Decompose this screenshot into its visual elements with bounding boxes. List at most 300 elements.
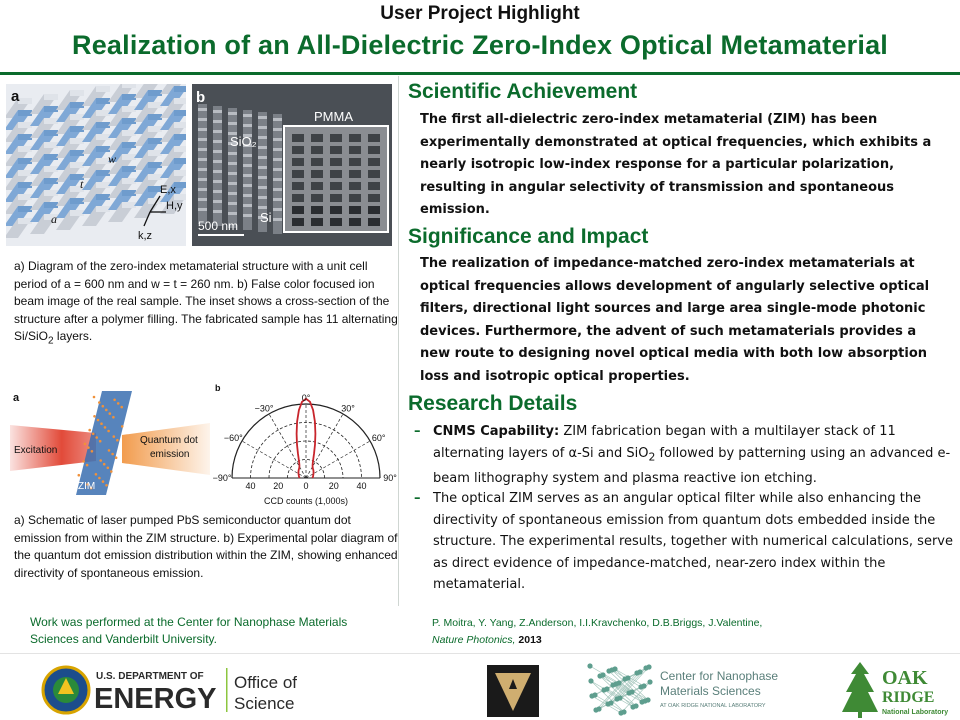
quantum-dot [108, 449, 111, 452]
bullet-dash-2: – [414, 491, 421, 506]
e-field-label: E,x [160, 184, 176, 196]
stack-layer-face [174, 98, 186, 104]
pillar-band [258, 136, 267, 139]
quantum-dot [93, 415, 96, 418]
inset-cell [330, 182, 342, 190]
inset-cell [292, 158, 304, 166]
pillar-band [228, 112, 237, 115]
quantum-dot [109, 412, 112, 415]
quantum-dot [78, 474, 81, 477]
bullet-1-sub: 2 [648, 450, 656, 464]
scale-bar [198, 234, 244, 236]
panel-a-label: a [11, 88, 20, 105]
quantum-dot [105, 409, 108, 412]
angle-tick-label: 30° [341, 403, 355, 414]
impact-body: The realization of impedance-matched zero-index metamaterials at optical frequencies allows development of angularly selective optical filters, directional light sources and large area single-mode photonic devices. Furthermore, the advent of such metamaterials provides a new route to designing novel optical media with both low absorption loss and isotropic optical properties. [420, 256, 930, 384]
network-node [610, 682, 615, 687]
panel-b2-label: b [215, 383, 221, 393]
network-node [647, 679, 652, 684]
pillar-band [228, 152, 237, 155]
pillar-band [213, 170, 222, 173]
network-node [606, 668, 611, 673]
bullet-1-lead: CNMS Capability: [433, 424, 560, 439]
quantum-dot [110, 470, 113, 473]
inset-cell [330, 146, 342, 154]
stack-layer-face [70, 198, 84, 204]
pillar-band [273, 198, 282, 201]
stack-layer-face [122, 202, 136, 208]
network-node [618, 710, 623, 715]
pillar [198, 104, 207, 224]
polar-axis-title: CCD counts (1,000s) [263, 496, 349, 506]
inset-cell [368, 170, 380, 178]
figure-caption-1-end: layers. [53, 329, 93, 343]
radial-tick-label: 40 [245, 481, 256, 491]
citation [432, 615, 862, 649]
work-note: Work was performed at the Center for Nanophase Materials Sciences and Vanderbilt University. [30, 615, 348, 646]
pillar-band [258, 206, 267, 209]
doe-logo [40, 664, 305, 716]
figure-caption-1-text: a) Diagram of the zero-index metamaterial structure with a unit cell period of a = 600 nm and w = t = 260 nm. b) False color focused ion beam image of the real sample. The inset shows a cross-section of the structure after a polymer filling. The fabricated sample has 11 alternating Si/SiO [14, 259, 398, 343]
ornl-leaf-icon [842, 662, 878, 712]
quantum-dot [105, 484, 108, 487]
inset-cell [330, 194, 342, 202]
scale-label: 500 nm [198, 219, 239, 233]
quantum-dot [115, 456, 118, 459]
stack-layer-face [18, 122, 32, 128]
stack-layer-face [70, 126, 84, 132]
inset-cell [311, 182, 323, 190]
stack-layer-face [18, 182, 32, 188]
quantum-dot [102, 405, 105, 408]
inset-cell [368, 182, 380, 190]
cnms-network-icon [587, 663, 652, 715]
inset-cell [292, 206, 304, 214]
impact-heading: Significance and Impact [408, 225, 649, 248]
stack-layer-face [44, 154, 58, 160]
stack-layer-face [44, 202, 58, 208]
inset-cell [311, 134, 323, 142]
quantum-dot [102, 480, 105, 483]
network-link [608, 673, 637, 704]
pillar-band [228, 182, 237, 185]
stack-layer-face [122, 142, 136, 148]
quantum-dot [98, 477, 101, 480]
pillar-band [213, 160, 222, 163]
stack-layer-face [148, 150, 162, 156]
network-node [626, 690, 631, 695]
quantum-dot [117, 402, 120, 405]
pillar-band [213, 190, 222, 193]
quantum-dot [99, 459, 102, 462]
stack-layer-face [122, 84, 136, 88]
network-node [634, 670, 639, 675]
quantum-dot [97, 419, 100, 422]
inset-cell [349, 206, 361, 214]
pillar-band [198, 118, 207, 121]
stack-layer-face [70, 138, 84, 144]
inset-cell [349, 194, 361, 202]
pillar [273, 114, 282, 234]
inset-cell [292, 170, 304, 178]
panel-b-label: b [196, 89, 206, 106]
pillar-band [273, 138, 282, 141]
stack-layer-face [174, 146, 186, 152]
inset-cell [311, 146, 323, 154]
stack-layer-face [122, 130, 136, 136]
stack-layer-face [148, 174, 162, 180]
pillar-band [258, 186, 267, 189]
inset-cell [330, 158, 342, 166]
stack-layer-face [18, 98, 32, 104]
details-heading: Research Details [408, 392, 578, 415]
pillar-band [198, 108, 207, 111]
pillar-band [213, 110, 222, 113]
network-node [601, 687, 606, 692]
metamaterial-diagram [6, 84, 186, 246]
bullet-1-a: ZIM fabrication began with a multilayer stack of 11 alternating layers of α-Si and SiO [433, 424, 896, 461]
stack-layer-face [96, 194, 110, 200]
inset-cell [330, 170, 342, 178]
stack-layer-face [44, 142, 58, 148]
si-label: Si [260, 210, 272, 225]
angle-tick-label: −90° [212, 473, 232, 483]
pillar-band [228, 122, 237, 125]
stack-layer-face [174, 110, 186, 116]
stack-layer-face [174, 134, 186, 140]
polar-grid [232, 404, 380, 478]
inset-cell [368, 194, 380, 202]
quantum-dot [103, 463, 106, 466]
h-field-label: H,y [166, 200, 183, 212]
quantum-dot [111, 453, 114, 456]
quantum-dot [88, 429, 91, 432]
inset-cell [368, 146, 380, 154]
network-node [593, 707, 598, 712]
ornl-line1: OAK [882, 667, 928, 689]
bullet-1-b: followed by patterning using an advanced e-beam lithography system and plasma reactive ion etching. [433, 445, 951, 486]
pillar-band [198, 128, 207, 131]
quantum-dot [100, 422, 103, 425]
inset-cell [311, 206, 323, 214]
pillar-band [198, 178, 207, 181]
pillar-band [243, 184, 252, 187]
pillar-band [228, 192, 237, 195]
stack-layer-face [148, 126, 162, 132]
stack-layer-face [174, 170, 186, 176]
polar-spoke [306, 414, 343, 478]
fib-image [192, 84, 392, 246]
pillar-band [198, 148, 207, 151]
page-title: Realization of an All-Dielectric Zero-Index Optical Metamaterial [72, 30, 888, 60]
angle-tick-label: 90° [383, 473, 397, 483]
network-node [614, 696, 619, 701]
inset-cell [330, 206, 342, 214]
quantum-dot [92, 433, 95, 436]
pillar-band [273, 118, 282, 121]
inset-cell [311, 218, 323, 226]
quantum-dot [95, 436, 98, 439]
inset-cell [311, 158, 323, 166]
pillar-band [258, 166, 267, 169]
quantum-dot [107, 430, 110, 433]
stack-layer-face [96, 170, 110, 176]
inset-cell [311, 170, 323, 178]
network-node [588, 678, 593, 683]
stack-layer-face [44, 166, 58, 172]
qd-label-1: Quantum dot [140, 435, 198, 446]
quantum-dot [121, 425, 124, 428]
pillar-band [243, 124, 252, 127]
pillar-band [273, 158, 282, 161]
inset-cell [368, 134, 380, 142]
stack-layer-face [44, 94, 58, 100]
quantum-dot [112, 416, 115, 419]
excitation-label: Excitation [14, 445, 58, 456]
stack-layer-face [44, 106, 58, 112]
pillar-band [228, 202, 237, 205]
quantum-dot [98, 401, 101, 404]
vanderbilt-logo [487, 665, 539, 717]
bullet-2-text: The optical ZIM serves as an angular optical filter while also enhancing the directivity of spontaneous emission from quantum dots embedded inside the structure. The experimental results, together with numerical calculations, serve as direct evidence of impedance-matched, near-zero index within the metamaterial. [433, 491, 953, 592]
pillar-band [243, 214, 252, 217]
emission-schematic [10, 383, 210, 501]
inset-cell [292, 194, 304, 202]
pillar-band [198, 208, 207, 211]
network-node [597, 673, 602, 678]
office-line2: Science [234, 694, 295, 713]
pillar-band [258, 176, 267, 179]
inset-cell [349, 134, 361, 142]
inset-cell [349, 170, 361, 178]
quantum-dot [87, 446, 90, 449]
pillar-band [198, 188, 207, 191]
pillar-band [213, 140, 222, 143]
sio2-label: SiO₂ [230, 134, 257, 149]
pillar-band [213, 210, 222, 213]
quantum-dot [113, 399, 116, 402]
citation-journal: Nature Photonics, [432, 634, 516, 646]
network-node [605, 701, 610, 706]
quantum-dot [93, 396, 96, 399]
inset-cell [368, 218, 380, 226]
network-link [620, 667, 649, 698]
stack-layer-face [44, 130, 58, 136]
cnms-line2: Materials Sciences [660, 684, 761, 698]
zim-label: ZIM [78, 481, 96, 492]
stack-layer-face [148, 138, 162, 144]
ornl-line3: National Laboratory [882, 709, 948, 716]
bullet-1-text [433, 421, 954, 489]
quantum-dot [113, 435, 116, 438]
pillar-band [228, 172, 237, 175]
pillar-band [243, 204, 252, 207]
quantum-dot [116, 439, 119, 442]
kicker-label: User Project Highlight [380, 3, 580, 24]
inset-cell [292, 218, 304, 226]
pillar-band [213, 120, 222, 123]
angle-tick-label: 0° [301, 393, 311, 403]
stack-layer-face [96, 182, 110, 188]
pmma-label: PMMA [314, 109, 353, 124]
pillar-band [243, 114, 252, 117]
inset-cell [349, 218, 361, 226]
cnms-line3: AT OAK RIDGE NATIONAL LABORATORY [660, 703, 766, 709]
pillar-band [258, 126, 267, 129]
achievement-heading: Scientific Achievement [408, 80, 638, 103]
stack-layer-face [96, 206, 110, 212]
stack-layer-face [174, 122, 186, 128]
stack-layer-face [18, 146, 32, 152]
network-node [622, 676, 627, 681]
network-node [630, 704, 635, 709]
pillar-band [228, 212, 237, 215]
inset-cell [368, 158, 380, 166]
figure-caption-1-sub: 2 [48, 335, 54, 347]
quantum-dot [95, 473, 98, 476]
stack-layer-face [44, 178, 58, 184]
angle-tick-label: −60° [223, 433, 243, 443]
inset-cell [349, 158, 361, 166]
network-node [587, 663, 592, 668]
pillar-band [213, 180, 222, 183]
inset-cell [330, 134, 342, 142]
panel-a2-label: a [13, 392, 20, 404]
stack-layer-face [18, 134, 32, 140]
pillar-band [243, 174, 252, 177]
pillar [228, 108, 237, 228]
stack-layer-face [122, 94, 136, 100]
k-vector-label: k,z [138, 230, 153, 242]
achievement-body: The first all-dielectric zero-index metamaterial (ZIM) has been experimentally demonstrated at optical frequencies, which exhibits a nearly isotropic low-index response for a particular polarization, resulting in angular selectivity of transmission and spontaneous emission. [420, 112, 932, 217]
quantum-dot [84, 443, 87, 446]
pillar-band [213, 200, 222, 203]
network-node [589, 693, 594, 698]
stack-layer-face [18, 194, 32, 200]
pillar [243, 110, 252, 230]
stack-layer-face [174, 86, 186, 92]
figure-caption-2: a) Schematic of laser pumped PbS semiconductor quantum dot emission from within the ZIM structure. b) Experimental polar diagram of the quantum dot emission distribution within the ZIM, showing enhanced directivity of spontaneous emission. [14, 513, 398, 580]
figure-caption-1 [14, 258, 398, 350]
stack-layer-face [148, 114, 162, 120]
quantum-dot [120, 406, 123, 409]
network-node [643, 665, 648, 670]
stack-layer-face [18, 170, 32, 176]
radial-tick-label: 20 [328, 481, 339, 491]
width-label: w [108, 152, 117, 166]
stack-layer-face [122, 106, 136, 112]
bullet-dash-1: – [414, 424, 421, 439]
stack-layer-face [70, 102, 84, 108]
thickness-label: t [80, 177, 84, 191]
stack-layer-face [70, 114, 84, 120]
pillar-band [243, 194, 252, 197]
pillar-band [243, 154, 252, 157]
pillar-band [198, 158, 207, 161]
pillar-band [273, 168, 282, 171]
inset-cell [311, 194, 323, 202]
stack-layer-face [18, 206, 32, 212]
stack-layer-face [148, 102, 162, 108]
quantum-dot [107, 467, 110, 470]
pillar-band [243, 164, 252, 167]
stack-layer-face [96, 98, 110, 104]
stack-layer-face [18, 158, 32, 164]
doe-line1: U.S. DEPARTMENT OF [96, 671, 204, 682]
inset-cell [349, 146, 361, 154]
radial-tick-label: 40 [356, 481, 367, 491]
pillar-band [273, 208, 282, 211]
stack-layer-face [70, 150, 84, 156]
pillar-band [198, 138, 207, 141]
pillar-band [273, 148, 282, 151]
doe-divider [226, 668, 228, 712]
column-divider [398, 76, 399, 606]
cnms-line1: Center for Nanophase [660, 669, 779, 683]
quantum-dot [82, 460, 85, 463]
stack-layer-face [148, 162, 162, 168]
citation-authors: P. Moitra, Y. Yang, Z.Anderson, I.I.Kravchenko, D.B.Briggs, J.Valentine, [432, 617, 763, 629]
citation-year: 2013 [515, 634, 542, 646]
stack-layer-face [70, 90, 84, 96]
inset-cell [292, 134, 304, 142]
stack-layer-face [122, 154, 136, 160]
period-label: a [51, 212, 57, 226]
inset-cell [292, 146, 304, 154]
pillar-band [258, 196, 267, 199]
office-line1: Office of [234, 673, 297, 692]
pillar [213, 106, 222, 226]
network-node [639, 699, 644, 704]
details-bullet-2 [414, 488, 954, 596]
doe-line2: ENERGY [94, 683, 217, 715]
stack-layer-face [18, 110, 32, 116]
stack-layer-face [96, 134, 110, 140]
stack-layer-face [70, 210, 84, 216]
quantum-dot [104, 426, 107, 429]
stack-layer-face [122, 178, 136, 184]
stack-layer-face [96, 122, 110, 128]
quantum-dot [91, 450, 94, 453]
network-node [638, 684, 643, 689]
stack-layer-face [96, 110, 110, 116]
stack-layer-face [122, 118, 136, 124]
stack-layer-face [148, 90, 162, 96]
pillar-band [273, 218, 282, 221]
footer-divider [0, 653, 960, 654]
pillar-band [198, 198, 207, 201]
pillar-band [273, 128, 282, 131]
polar-chart [212, 380, 400, 508]
inset-cell [330, 218, 342, 226]
stack-layer-face [122, 166, 136, 172]
stack-layer-face [44, 118, 58, 124]
pillar-band [258, 156, 267, 159]
pillar-band [258, 116, 267, 119]
polar-spoke [269, 414, 306, 478]
pillar-band [198, 168, 207, 171]
qd-label-2: emission [150, 449, 190, 460]
pillar-band [213, 130, 222, 133]
stack-layer-face [122, 190, 136, 196]
pillar-band [273, 178, 282, 181]
radial-tick-label: 0 [303, 481, 309, 491]
stack-layer-face [70, 162, 84, 168]
ornl-stem [858, 710, 862, 718]
ornl-logo [838, 662, 948, 718]
quantum-dot [86, 464, 89, 467]
inset-cell [368, 206, 380, 214]
